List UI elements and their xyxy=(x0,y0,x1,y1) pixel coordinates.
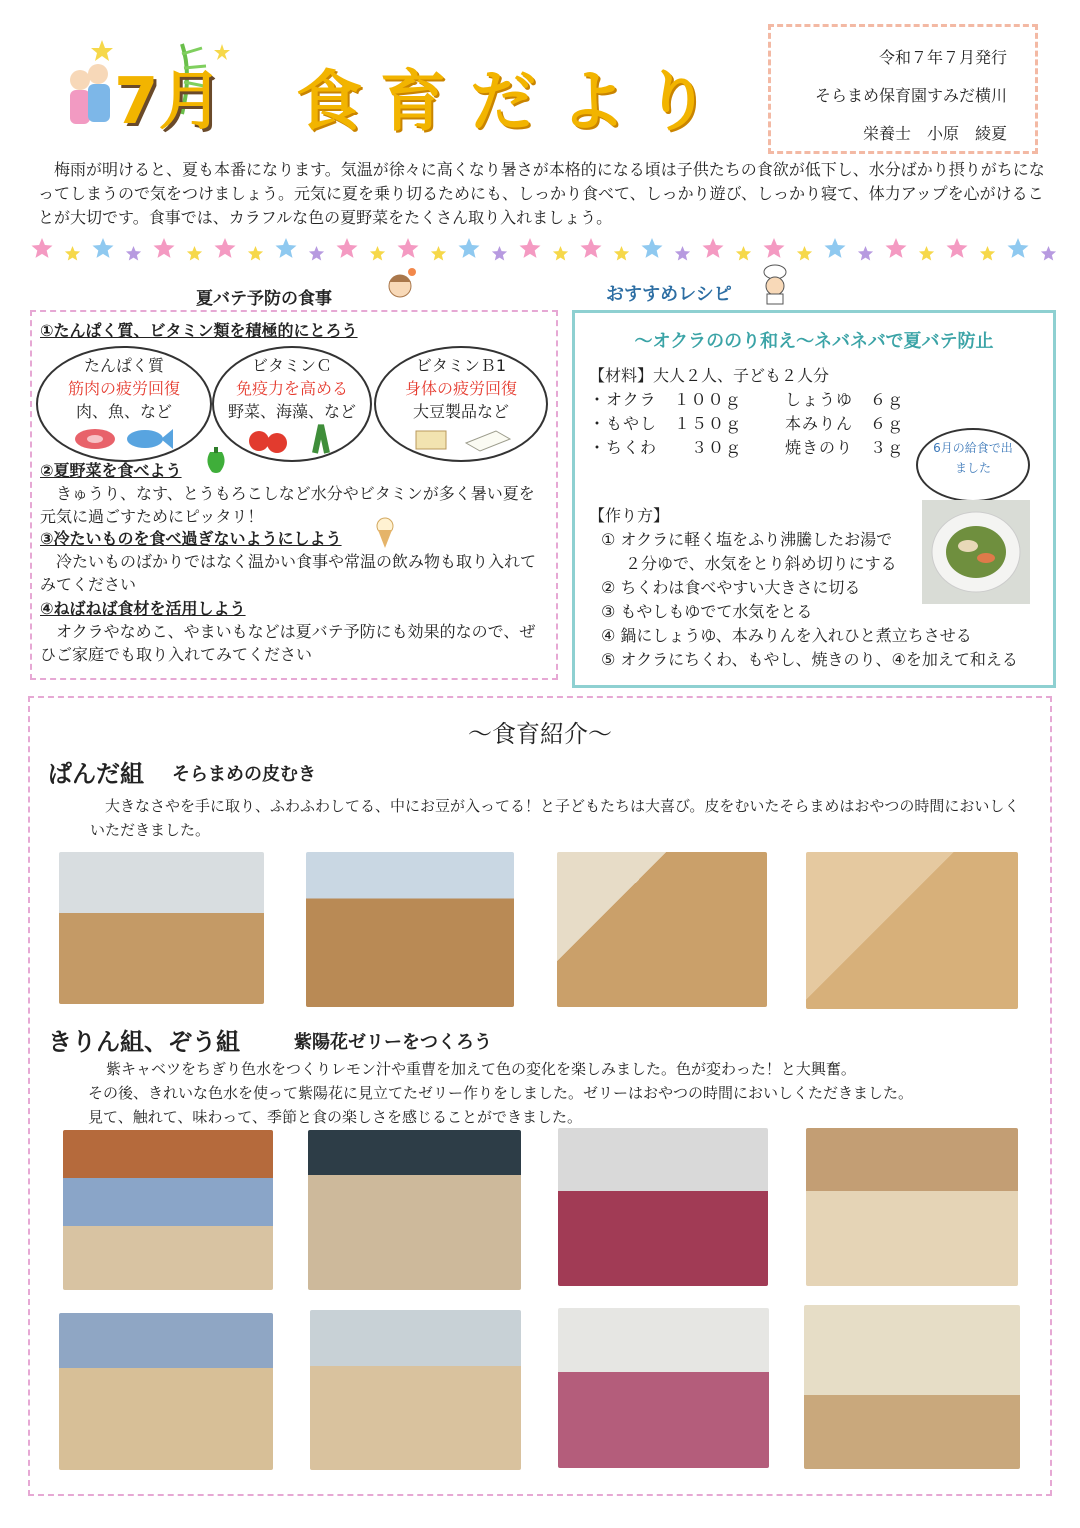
month-badge-illustration xyxy=(62,34,232,144)
issue-info-box xyxy=(768,24,1038,154)
kirin-activity: 紫陽花ゼリーをつくろう xyxy=(294,1032,492,1053)
star-icon xyxy=(1041,246,1056,261)
intro-paragraph: 梅雨が明けると、夏も本番になります。気温が徐々に高くなり暑さが本格的になる頃は子供たちの食欲が低下し、水分ばかり摂りがちになってしまうので気をつけましょう。元気に夏を乗り切るためにも、しっかり食べて、しっかり遊び、しっかり寝て、体力アップを心がけることが大切です。食事では、カラフルな色の夏野菜をたくさん取り入れましょう。 xyxy=(38,160,1045,227)
recipe-step: ③ もやしもゆでて水気をとる xyxy=(601,602,813,621)
ingredient: ・ちくわ ３０ｇ xyxy=(589,438,743,457)
star-icon xyxy=(215,238,236,258)
point3-text: 冷たいものばかりではなく温かい食事や常温の飲み物も取り入れてみてください xyxy=(40,552,537,594)
photo-children-table xyxy=(59,1313,273,1470)
title-char: り xyxy=(644,63,710,140)
nutrient-foods: 野菜、海藻、など xyxy=(227,402,356,421)
point4-title: ④ねばねば食材を活用しよう xyxy=(40,599,246,618)
recipe-heading: おすすめレシピ xyxy=(606,284,732,305)
recipe-step: ④ 鍋にしょうゆ、本みりんを入れひと煮立ちさせる xyxy=(601,626,972,645)
nutrient-name: ビタミンＣ xyxy=(251,356,332,375)
star-icon xyxy=(309,246,324,261)
star-icon xyxy=(93,238,114,258)
kirin-text-line: その後、きれいな色水を使って紫陽花に見立てたゼリー作りをしました。ゼリーはおやつの時間においしくただきました。 xyxy=(88,1084,914,1102)
ingredients-label: 【材料】大人２人、子ども２人分 xyxy=(589,366,830,385)
star-icon xyxy=(858,246,873,261)
star-icon xyxy=(398,238,419,258)
food-education-heading: ～食育紹介～ xyxy=(468,720,612,748)
photo-cabbage-tearing xyxy=(63,1130,273,1290)
star-icon xyxy=(459,238,480,258)
point2-text: きゅうり、なす、とうもろこしなど水分やビタミンが多く暑い夏を元気に過ごすためにピッタリ！ xyxy=(40,484,535,526)
photo-pot-stirring xyxy=(558,1308,769,1468)
photo-eating-jelly xyxy=(804,1305,1020,1469)
summer-fatigue-heading: 夏バテ予防の食事 xyxy=(196,289,332,309)
star-icon xyxy=(764,238,785,258)
author: 栄養士 小原 綾夏 xyxy=(862,124,1007,143)
nutrient-foods: 肉、魚、など xyxy=(75,402,172,421)
star-icon xyxy=(886,238,907,258)
point2-title: ②夏野菜を食べよう xyxy=(40,461,182,480)
nutrient-effect: 身体の疲労回復 xyxy=(404,379,517,398)
star-divider xyxy=(30,236,1060,266)
recipe-title: ～オクラののり和え～ネバネバで夏バテ防止 xyxy=(634,331,994,352)
nutrient-vitamin-c xyxy=(212,346,372,462)
star-icon xyxy=(736,246,751,261)
green-pepper-icon xyxy=(204,446,228,478)
photo-color-water xyxy=(558,1128,768,1286)
star-icon xyxy=(154,238,175,258)
nutrient-name: たんぱく質 xyxy=(83,356,164,375)
ingredient: しょうゆ ６ｇ xyxy=(785,390,905,409)
star-icon xyxy=(65,246,80,261)
title-char: だ xyxy=(470,63,536,140)
month-badge: 7月 xyxy=(114,65,223,139)
star-icon xyxy=(248,246,263,261)
star-icon xyxy=(947,238,968,258)
star-icon xyxy=(581,238,602,258)
nursery-name: そらまめ保育園すみだ横川 xyxy=(814,86,1007,105)
ingredient: ・もやし １５０ｇ xyxy=(589,414,743,433)
title-char: よ xyxy=(560,63,626,140)
photo-classroom xyxy=(59,852,264,1004)
photo-cabbage-tray xyxy=(308,1130,521,1290)
point4-text: オクラやなめこ、やまいもなどは夏バテ予防にも効果的なので、ぜひご家庭でも取り入れてみてください xyxy=(40,622,536,664)
kirin-text-line: 見て、触れて、味わって、季節と食の楽しさを感じることができました。 xyxy=(88,1108,582,1126)
star-icon xyxy=(520,238,541,258)
kirin-text-line: 紫キャベツをちぎり色水をつくりレモン汁や重曹を加えて色の変化を楽しみました。色が変わった！と大興奮。 xyxy=(106,1060,856,1078)
recipe-dish-photo xyxy=(922,500,1030,604)
ice-cream-icon xyxy=(372,516,398,554)
recipe-step: ② ちくわは食べやすい大きさに切る xyxy=(601,578,861,597)
star-icon xyxy=(614,246,629,261)
photo-jelly-cups xyxy=(806,1128,1018,1286)
star-icon xyxy=(797,246,812,261)
star-icon xyxy=(32,238,53,258)
kirin-class: きりん組、ぞう組 xyxy=(48,1028,240,1056)
star-icon xyxy=(337,238,358,258)
star-icon xyxy=(675,246,690,261)
photo-bean-tray xyxy=(806,852,1018,1009)
panda-class: ぱんだ組 xyxy=(48,760,144,788)
speech-bubble xyxy=(916,428,1030,502)
photo-teachers-table xyxy=(306,852,514,1007)
star-icon xyxy=(1008,238,1029,258)
star-icon xyxy=(492,246,507,261)
star-icon xyxy=(431,246,446,261)
photo-mixing-bowl xyxy=(310,1310,521,1470)
star-icon xyxy=(126,246,141,261)
bubble-text: 6月の給食で出ました xyxy=(933,441,1013,475)
meat-fish-icon xyxy=(69,423,179,453)
summer-fatigue-panel xyxy=(30,310,558,680)
panda-activity: そらまめの皮むき xyxy=(172,764,316,785)
star-icon xyxy=(825,238,846,258)
issue-date: 令和７年７月発行 xyxy=(878,48,1007,67)
nutrient-protein xyxy=(36,346,212,462)
nutrient-name: ビタミンＢ1 xyxy=(415,356,507,375)
title-char: 食 xyxy=(296,63,362,140)
nutrient-foods: 大豆製品など xyxy=(412,402,509,421)
tomato-seaweed-icon xyxy=(237,423,347,455)
natto-tofu-icon xyxy=(406,423,516,453)
panda-text: 大きなさやを手に取り、ふわふわしてる、中にお豆が入ってる！と子どもたちは大喜び。皮をむいたそらまめはおやつの時間においしくいただきました。 xyxy=(90,797,1020,839)
photo-peeling-beans xyxy=(557,852,767,1007)
chef-icon xyxy=(758,264,792,310)
title-char: 育 xyxy=(380,63,446,140)
star-icon xyxy=(919,246,934,261)
star-icon xyxy=(980,246,995,261)
steps-label: 【作り方】 xyxy=(589,506,670,525)
ingredient: 焼きのり ３ｇ xyxy=(785,438,905,457)
nutrient-effect: 免疫力を高める xyxy=(235,379,348,398)
star-icon xyxy=(553,246,568,261)
ingredient: ・オクラ １００ｇ xyxy=(589,390,742,409)
nutrient-effect: 筋肉の疲労回復 xyxy=(67,379,180,398)
star-icon xyxy=(370,246,385,261)
ingredient: 本みりん ６ｇ xyxy=(785,414,905,433)
star-icon xyxy=(642,238,663,258)
recipe-step: ２分ゆで、水気をとり斜め切りにする xyxy=(625,554,897,573)
star-icon xyxy=(703,238,724,258)
point1-title: ①たんぱく質、ビタミン類を積極的にとろう xyxy=(40,321,358,340)
recipe-step: ① オクラに軽く塩をふり沸騰したお湯で xyxy=(601,530,893,549)
star-icon xyxy=(187,246,202,261)
point3-title: ③冷たいものを食べ過ぎないようにしよう xyxy=(40,529,342,548)
heat-person-icon xyxy=(382,266,418,306)
recipe-step: ⑤ オクラにちくわ、もやし、焼きのり、④を加えて和える xyxy=(601,650,1018,669)
star-icon xyxy=(276,238,297,258)
nutrient-vitamin-b1 xyxy=(374,346,548,462)
